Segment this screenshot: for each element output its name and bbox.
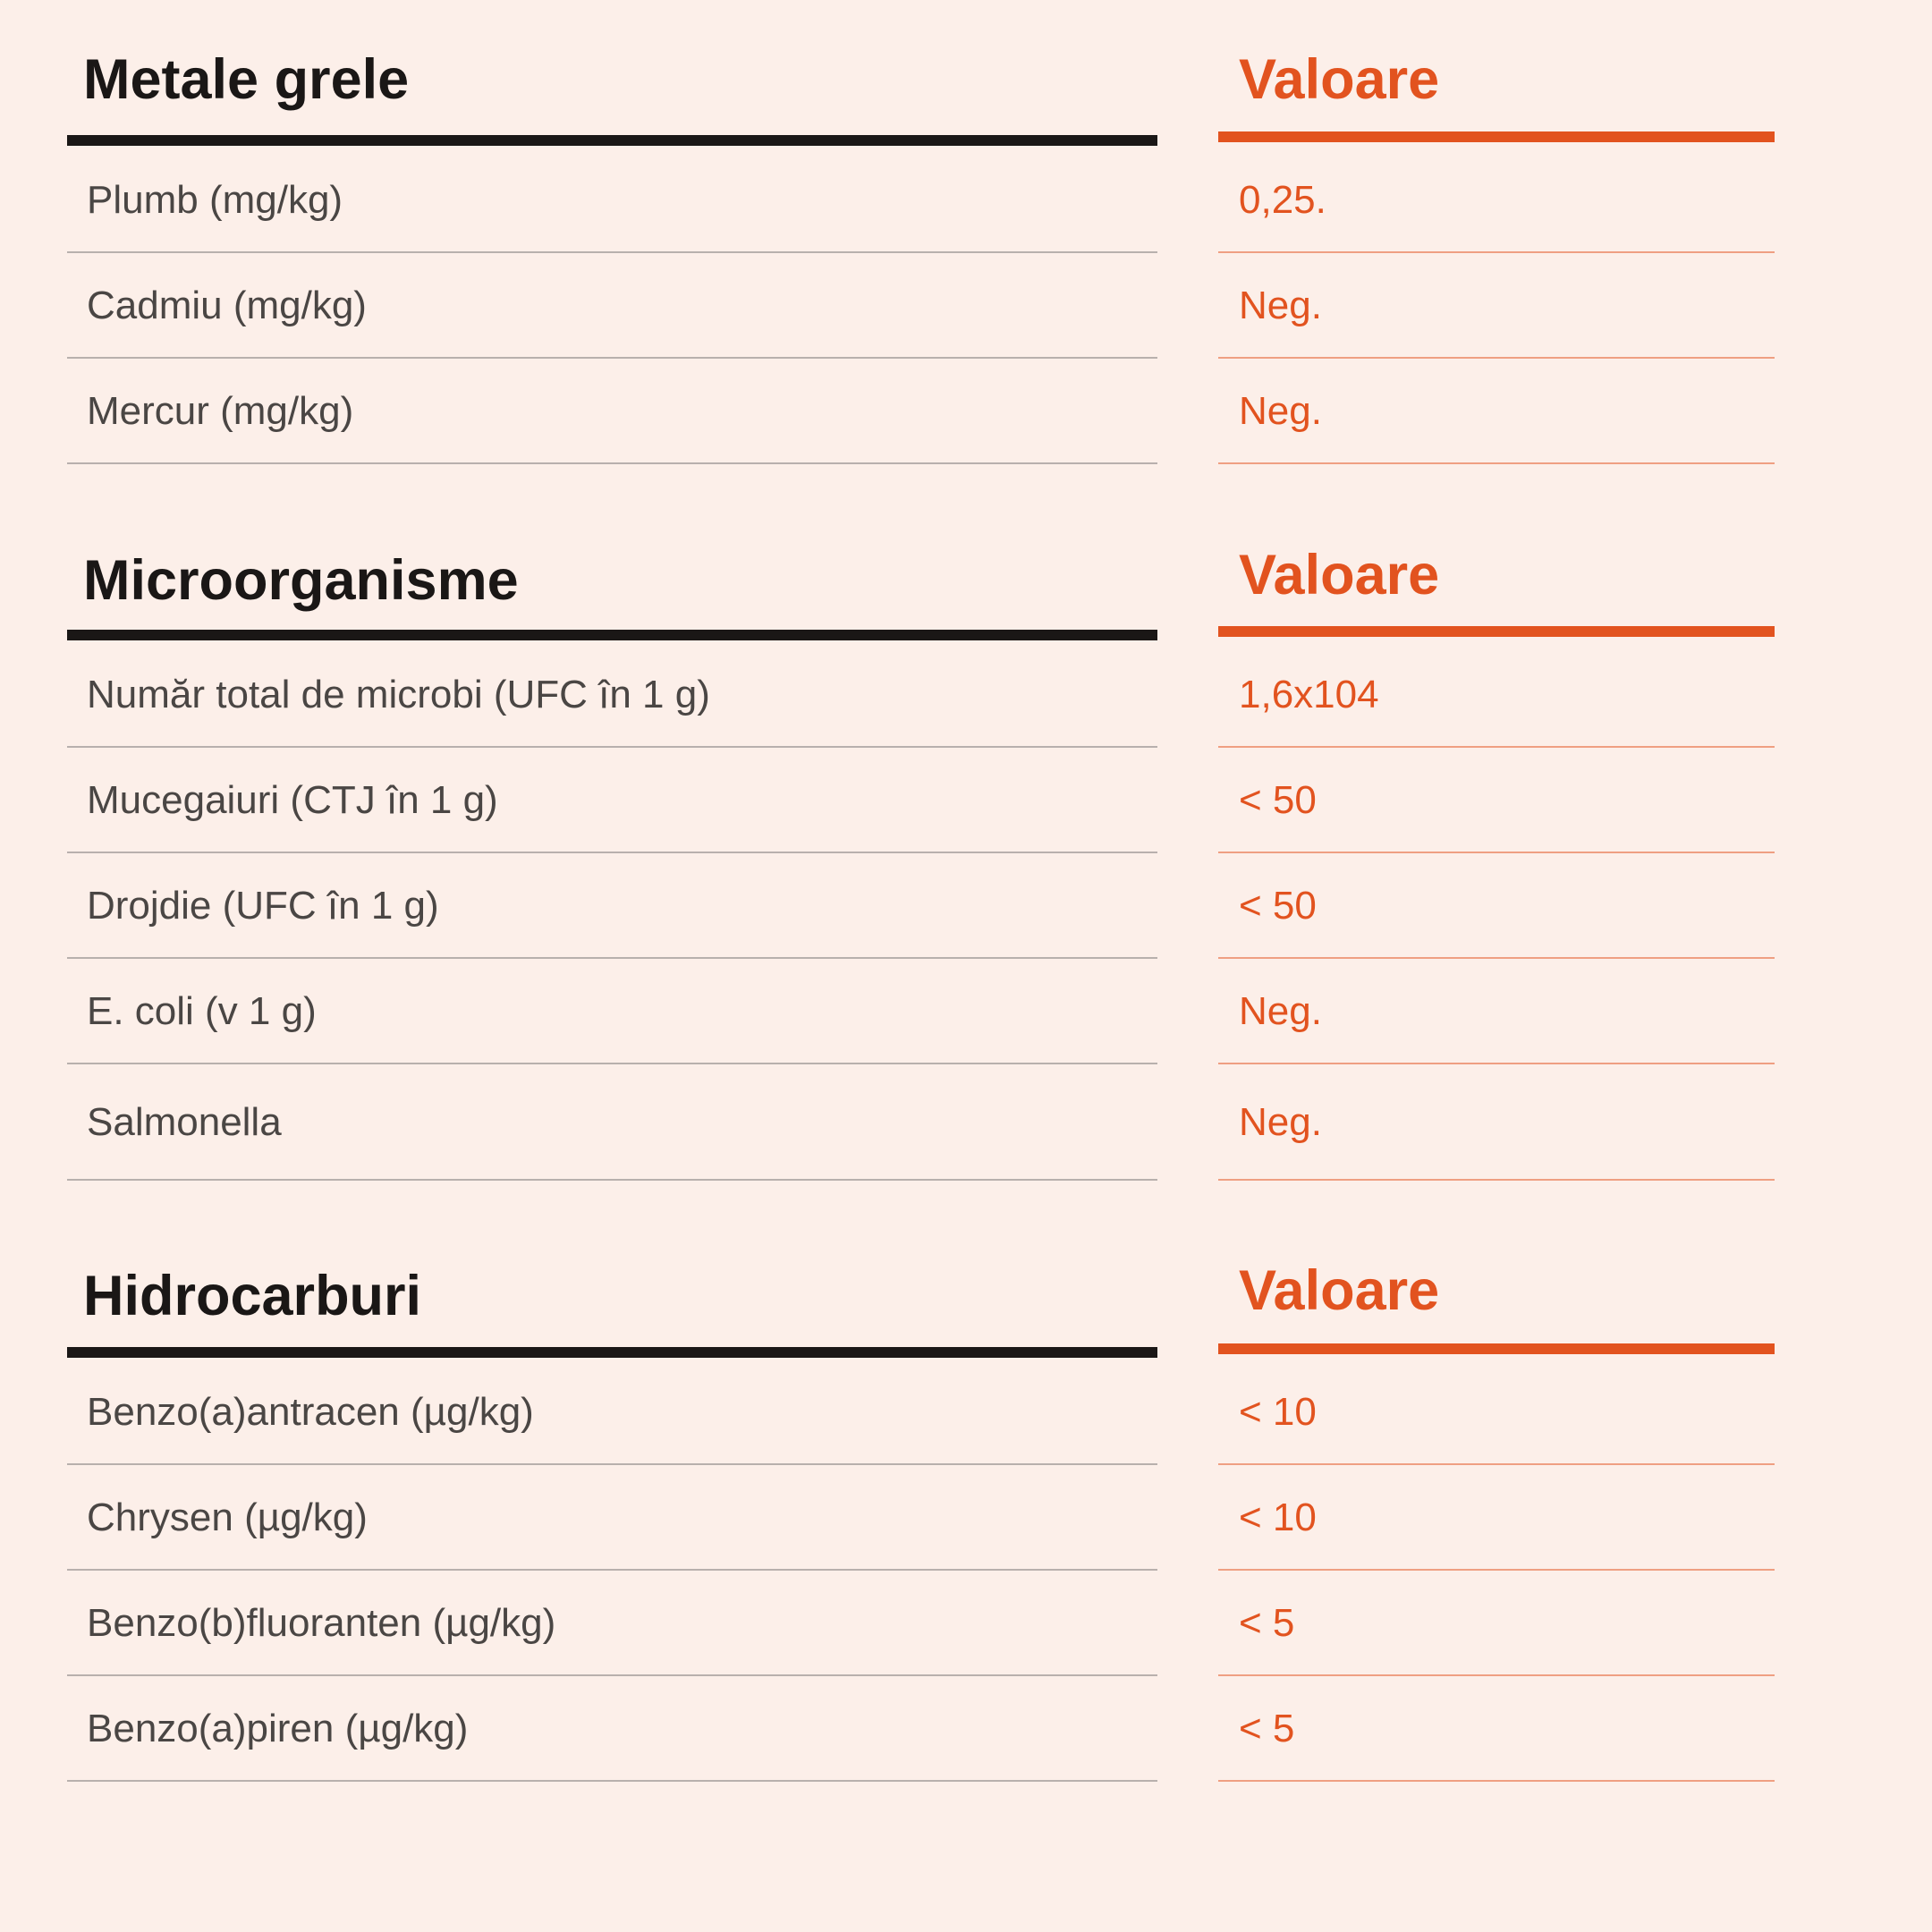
- row-value: Neg.: [1239, 389, 1322, 433]
- row-label: Drojdie (UFC în 1 g): [87, 884, 439, 928]
- table-row: [0, 1064, 1932, 1181]
- row-value: < 5: [1239, 1601, 1295, 1645]
- row-divider: [67, 1780, 1157, 1782]
- row-label: Cadmiu (mg/kg): [87, 284, 367, 327]
- row-value: Neg.: [1239, 989, 1322, 1033]
- row-value: < 50: [1239, 884, 1317, 928]
- table-row: [0, 853, 1932, 959]
- value-divider: [1218, 462, 1775, 464]
- value-rule: [1218, 626, 1775, 637]
- row-label: E. coli (v 1 g): [87, 989, 317, 1033]
- table-row: [0, 148, 1932, 253]
- section-rule: [67, 1347, 1157, 1358]
- table-row: [0, 1571, 1932, 1676]
- section-title: Microorganisme: [83, 549, 519, 612]
- row-label: Număr total de microbi (UFC în 1 g): [87, 673, 710, 716]
- row-divider: [67, 462, 1157, 464]
- section-title: Hidrocarburi: [83, 1265, 422, 1327]
- section-rule: [67, 135, 1157, 146]
- table-row: [0, 1676, 1932, 1782]
- table-row: [0, 1360, 1932, 1465]
- row-value: Neg.: [1239, 1100, 1322, 1144]
- row-label: Benzo(a)antracen (µg/kg): [87, 1390, 534, 1434]
- row-value: < 10: [1239, 1496, 1317, 1539]
- value-rule: [1218, 131, 1775, 142]
- value-divider: [1218, 1179, 1775, 1181]
- row-label: Benzo(a)piren (µg/kg): [87, 1707, 469, 1750]
- row-value: < 50: [1239, 778, 1317, 822]
- row-value: 0,25.: [1239, 178, 1326, 222]
- row-label: Mercur (mg/kg): [87, 389, 354, 433]
- table-row: [0, 959, 1932, 1064]
- row-value: 1,6x104: [1239, 673, 1379, 716]
- value-header: Valoare: [1239, 544, 1440, 606]
- table-row: [0, 1465, 1932, 1571]
- table-row: [0, 253, 1932, 359]
- row-label: Benzo(b)fluoranten (µg/kg): [87, 1601, 556, 1645]
- table-row: [0, 359, 1932, 464]
- section-rule: [67, 630, 1157, 640]
- row-label: Salmonella: [87, 1100, 282, 1144]
- value-header: Valoare: [1239, 48, 1440, 111]
- value-divider: [1218, 1780, 1775, 1782]
- row-label: Plumb (mg/kg): [87, 178, 343, 222]
- table-row: [0, 642, 1932, 748]
- row-value: < 5: [1239, 1707, 1295, 1750]
- row-value: < 10: [1239, 1390, 1317, 1434]
- row-label: Mucegaiuri (CTJ în 1 g): [87, 778, 498, 822]
- table-row: [0, 748, 1932, 853]
- value-header: Valoare: [1239, 1259, 1440, 1322]
- row-divider: [67, 1179, 1157, 1181]
- section-title: Metale grele: [83, 48, 410, 111]
- row-value: Neg.: [1239, 284, 1322, 327]
- value-rule: [1218, 1343, 1775, 1354]
- row-label: Chrysen (µg/kg): [87, 1496, 368, 1539]
